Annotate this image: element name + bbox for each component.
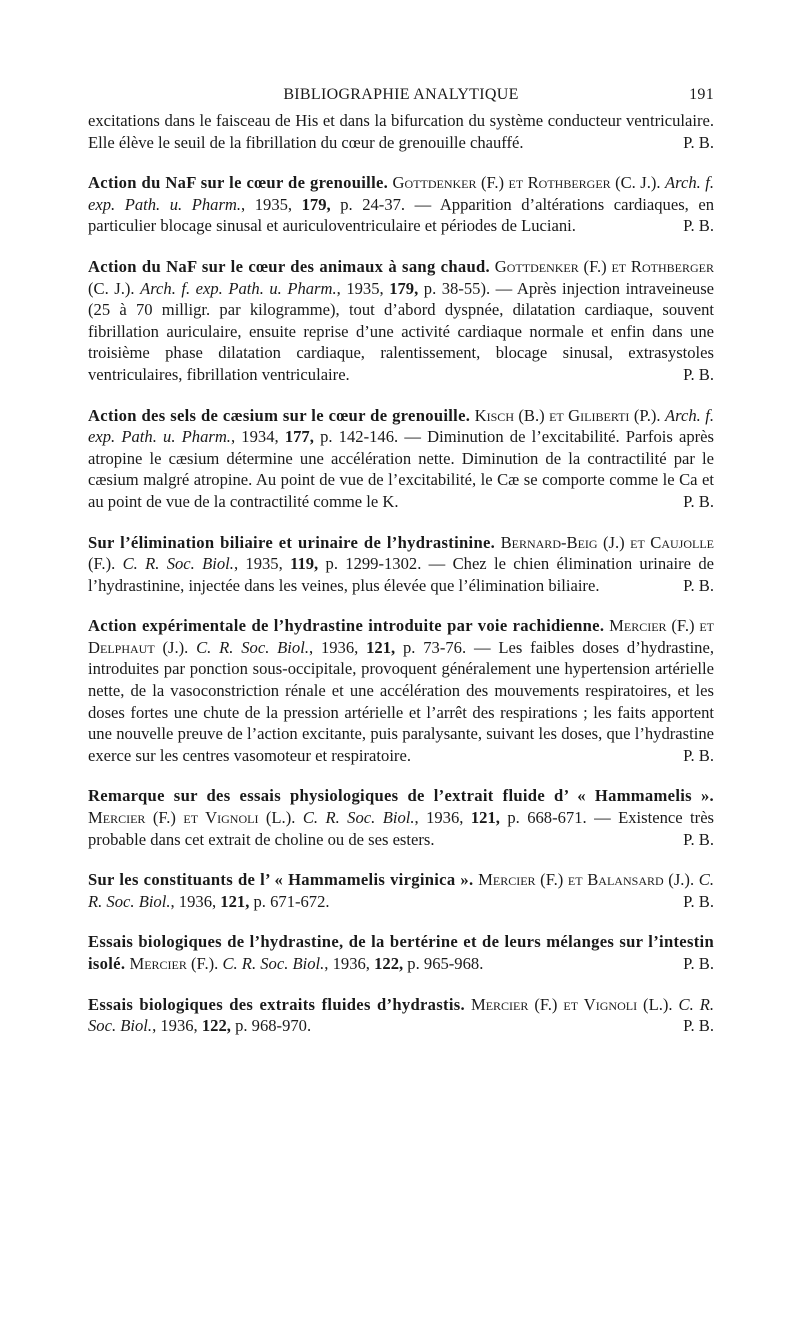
entry-abstract: — Après injection intraveineuse (25 à 70 milligr. par kilogramme), tout d’abord dyspnée, dilatation cardiaque, souvent fibrillation auriculaire, ensuite reprise d’une activité cardiaque normale et enfin dans une troisième phase dilatation cardiaque, ralentissement, blocage sinusal, extrasystoles ventriculaires, fibrillation ventriculaire.	[88, 278, 715, 384]
entry-signature: P. B.	[683, 132, 714, 152]
entry-journal: Arch. f. exp. Path. u. Pharm.	[88, 405, 715, 447]
entry-signature: P. B.	[683, 491, 714, 511]
entry-title: Action expérimentale de l’hydrastine introduite par voie rachidienne.	[88, 616, 605, 636]
entry-abstract: — Diminution de l’excitabilité. Parfois après atropine le cæsium détermine une accélération nette. Diminution de la contractilité par le cæsium malgré atropine. Au point de vue de l’excitabilité, le Cæ se comporte comme le Ca et au point de vue de la contractilité comme le K.	[88, 427, 715, 511]
entry-title: Action du NaF sur le cœur des animaux à sang chaud.	[88, 256, 490, 276]
entry-signature: P. B.	[683, 216, 714, 236]
entry-year: 1934,	[241, 427, 279, 447]
entry-authors: Mercier (F.) et Vignoli (L.).	[88, 808, 296, 828]
bibliography-entry: Action des sels de cæsium sur le cœur de grenouille. Kisch (B.) et Giliberti (P.). Arch. f. exp. Path. u. Pharm., 1934, 177, p. 142-146. — Diminution de l’excitabilité. Parfois après atropine le cæsium détermine une accélération nette. Diminution de la contractilité par le cæsium malgré atropine. Au point de vue de l’excitabilité, le Cæ se comporte comme le Ca et au point de vue de la contractilité comme le K. P. B.	[88, 405, 715, 511]
entry-abstract: — Chez le chien élimination urinaire de l’hydrastinine, injectée dans les veines, plus élevée que l’élimination biliaire.	[88, 554, 715, 595]
bibliography-entry: Remarque sur des essais physiologiques de l’extrait fluide d’ « Hammamelis ». Mercier (F.) et Vignoli (L.). C. R. Soc. Biol., 1936, 121, p. 668-671. — Existence très probable dans cet extrait de choline ou de ses esters. P. B.	[88, 786, 715, 849]
entry-year: 1936,	[320, 637, 359, 657]
entry-title: Sur les constituants de l’ « Hammamelis virginica ».	[88, 870, 474, 890]
entry-signature: P. B.	[683, 829, 714, 849]
entry-authors: Gottdenker (F.) et Rothberger (C. J.).	[392, 173, 661, 193]
entry-signature: P. B.	[683, 575, 714, 595]
entry-signature: P. B.	[683, 891, 714, 911]
entry-volume: 177,	[284, 427, 314, 447]
entry-authors: Mercier (F.).	[129, 954, 219, 973]
entry-authors: Kisch (B.) et Giliberti (P.).	[474, 405, 661, 425]
running-head	[88, 86, 714, 110]
entry-abstract: — Les faibles doses d’hydrastine, introduites par ponction sous-occipitale, provoquent généralement une hypertension artérielle nette, de la vasoconstriction rénale et une accélération des mouvements respiratoires, et les doses fortes une chute de la pression artérielle et l’arrêt des respirations ; les faits apportent une nouvelle preuve de l’action excitante, puis paralysante, suivant les doses, que l’hydrastine exerce sur les centres vasomoteur et respiratoire.	[88, 637, 714, 765]
bibliography-entry: Sur les constituants de l’ « Hammamelis virginica ». Mercier (F.) et Balansard (J.). C. R. Soc. Biol., 1936, 121, p. 671-672. P. B.	[88, 870, 714, 911]
bibliography-entry: Essais biologiques de l’hydrastine, de la bertérine et de leurs mélanges sur l’intestin isolé. Mercier (F.). C. R. Soc. Biol., 1936, 122, p. 965-968. P. B.	[88, 932, 714, 973]
entry-journal: C. R. Soc. Biol.	[88, 870, 714, 911]
entry-volume: 122,	[201, 1016, 231, 1036]
bibliography-entry: Action du NaF sur le cœur de grenouille. Gottdenker (F.) et Rothberger (C. J.). Arch. f. exp. Path. u. Pharm., 1935, 179, p. 24-37. — Apparition d’altérations cardiaques, en particulier blocage sinusal et auriculoventriculaire et périodes de Luciani. P. B.	[88, 173, 715, 236]
entry-year: 1936,	[332, 954, 370, 973]
page	[88, 86, 714, 1037]
entry-abstract: — Apparition d’altérations cardiaques, en particulier blocage sinusal et auriculoventriculaire et périodes de Luciani.	[88, 194, 715, 236]
entry-authors: Bernard-Beig (J.) et Caujolle (F.).	[88, 532, 714, 574]
entry-journal: Arch. f. exp. Path. u. Pharm.	[140, 278, 337, 298]
bibliography-entry: Action expérimentale de l’hydrastine introduite par voie rachidienne. Mercier (F.) et Delphaut (J.). C. R. Soc. Biol., 1936, 121, p. 73-76. — Les faibles doses d’hydrastine, introduites par ponction sous-occipitale, provoquent généralement une hypertension artérielle nette, de la vasoconstriction rénale et une accélération des mouvements respiratoires, et les doses fortes une chute de la pression artérielle et l’arrêt des respirations ; les faits apportent une nouvelle preuve de l’action excitante, puis paralysante, suivant les doses, que l’hydrastine exerce sur les centres vasomoteur et respiratoire. P. B.	[88, 616, 714, 765]
entry-journal: C. R. Soc. Biol.	[302, 808, 415, 828]
entry-title: Action du NaF sur le cœur de grenouille.	[88, 173, 389, 193]
entry-title: Action des sels de cæsium sur le cœur de grenouille.	[88, 405, 471, 425]
entry-year: 1935,	[346, 278, 384, 298]
entry-authors: Gottdenker (F.) et Rothberger (C. J.).	[88, 256, 714, 298]
entry-title: Essais biologiques de l’hydrastine, de la bertérine et de leurs mélanges sur l’intestin isolé.	[88, 932, 714, 973]
entry-title: Sur l’élimination biliaire et urinaire de l’hydrastinine.	[88, 532, 496, 552]
entry-title: Remarque sur des essais physiologiques de l’extrait fluide d’ « Hammamelis ».	[88, 786, 714, 806]
entry-abstract: — Existence très probable dans cet extrait de choline ou de ses esters.	[88, 808, 715, 849]
entry-pages: p. 142-146.	[320, 427, 399, 447]
entry-authors: Mercier (F.) et Delphaut (J.).	[88, 616, 714, 657]
entry-pages: p. 1299-1302.	[325, 554, 422, 574]
entry-volume: 179,	[301, 194, 331, 214]
entry-pages: p. 671-672.	[253, 891, 330, 911]
entry-signature: P. B.	[683, 364, 714, 384]
entry-year: 1936,	[160, 1016, 198, 1036]
entry-journal: C. R. Soc. Biol.	[222, 954, 325, 973]
entry-text: excitations dans le faisceau de His et dans la bifurcation du système conducteur ventriculaire. Elle élève le seuil de la fibrillation du cœur de grenouille chauffé.	[88, 111, 714, 152]
entry-volume: 121,	[220, 891, 250, 911]
entry-volume: 119,	[290, 554, 319, 574]
entry-continuation	[88, 110, 714, 153]
entry-journal: C. R. Soc. Biol.	[196, 637, 309, 657]
entry-volume: 122,	[374, 954, 404, 973]
entry-pages: p. 668-671.	[507, 808, 587, 828]
entry-pages: p. 73-76.	[403, 637, 467, 657]
entry-authors: Mercier (F.) et Balansard (J.).	[478, 870, 695, 890]
page-number: 191	[689, 86, 714, 103]
bibliography-entry: Sur l’élimination biliaire et urinaire de l’hydrastinine. Bernard-Beig (J.) et Caujolle (F.). C. R. Soc. Biol., 1935, 119, p. 1299-1302. — Chez le chien élimination urinaire de l’hydrastinine, injectée dans les veines, plus élevée que l’élimination biliaire. P. B.	[88, 532, 715, 595]
entry-volume: 121,	[366, 637, 396, 657]
entry-volume: 179,	[389, 278, 419, 298]
bibliography-entry: Essais biologiques des extraits fluides d’hydrastis. Mercier (F.) et Vignoli (L.). C. R. Soc. Biol., 1936, 122, p. 968-970. P. B.	[88, 994, 715, 1036]
entry-journal: C. R. Soc. Biol.	[88, 994, 715, 1036]
entry-volume: 121,	[470, 808, 500, 828]
entry-pages: p. 968-970.	[235, 1016, 312, 1036]
bibliography-entry: Action du NaF sur le cœur des animaux à sang chaud. Gottdenker (F.) et Rothberger (C. J.). Arch. f. exp. Path. u. Pharm., 1935, 179, p. 38-55). — Après injection intraveineuse (25 à 70 milligr. par kilogramme), tout d’abord dyspnée, dilatation cardiaque, souvent fibrillation auriculaire, ensuite reprise d’une activité cardiaque normale et enfin dans une troisième phase dilatation cardiaque, ralentissement, blocage sinusal, extrasystoles ventriculaires, fibrillation ventriculaire. P. B.	[88, 256, 715, 384]
entry-pages: p. 24-37.	[340, 194, 406, 214]
entry-year: 1936,	[426, 808, 464, 828]
entry-journal: Arch. f. exp. Path. u. Pharm.	[88, 173, 714, 214]
entry-title: Essais biologiques des extraits fluides d’hydrastis.	[88, 994, 465, 1014]
entry-year: 1935,	[254, 194, 293, 214]
entry-journal: C. R. Soc. Biol.	[122, 554, 234, 574]
entry-signature: P. B.	[683, 745, 714, 765]
entry-year: 1935,	[245, 554, 283, 574]
entry-signature: P. B.	[683, 954, 714, 973]
running-head-title: BIBLIOGRAPHIE ANALYTIQUE	[283, 86, 519, 103]
entry-pages: p. 965-968.	[407, 954, 484, 973]
entry-authors: Mercier (F.) et Vignoli (L.).	[470, 994, 673, 1014]
entry-signature: P. B.	[683, 1016, 714, 1036]
entry-pages: p. 38-55).	[423, 278, 491, 298]
entry-year: 1936,	[178, 891, 217, 911]
